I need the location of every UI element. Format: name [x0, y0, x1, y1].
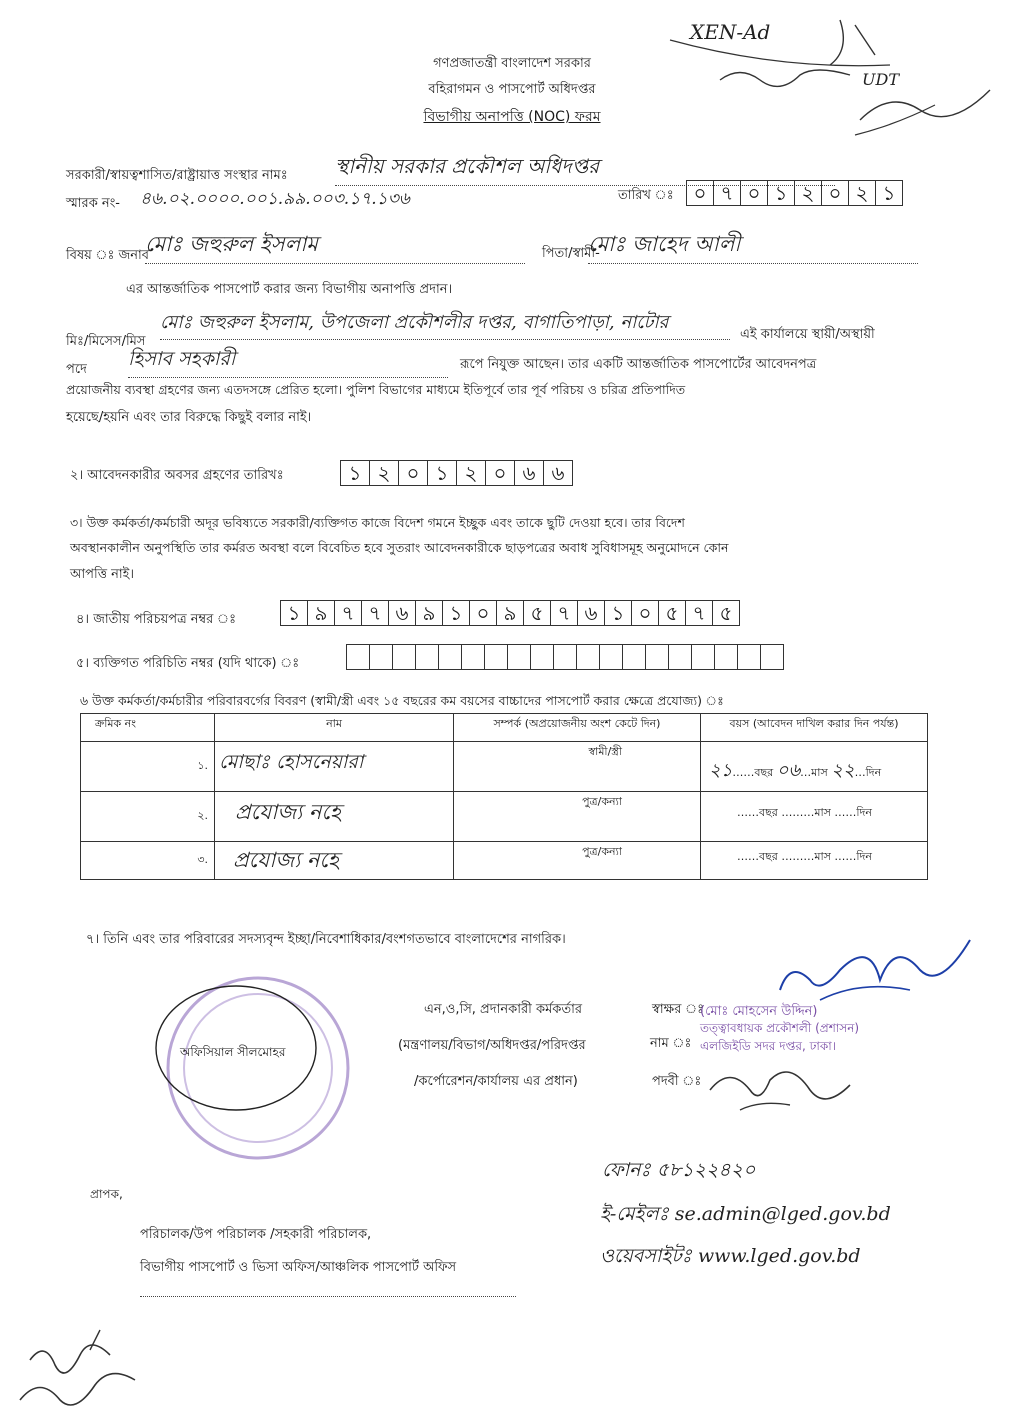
- col-serial: ক্রমিক নং: [81, 714, 215, 742]
- memo-label: স্মারক নং-: [66, 196, 120, 211]
- family-table: [80, 713, 928, 880]
- sign-label: স্বাক্ষর ঃ: [652, 1002, 705, 1017]
- post-label: পদে: [66, 362, 87, 377]
- org-value: স্থানীয় সরকার প্রকৌশল অধিদপ্তর: [335, 152, 835, 186]
- handwritten-scribbles-top: [660, 10, 1000, 150]
- date-digits: ০ ৭ ০ ১ ২ ০ ২ ১: [686, 180, 903, 206]
- name-office: মোঃ জহুরুল ইসলাম, উপজেলা প্রকৌশলীর দপ্তর, বাগাতিপাড়া, নাটোর: [160, 308, 730, 340]
- table-row: ৩. প্রযোজ্য নহে পুত্র/কন্যা ……বছর ………মাস ……দিন: [81, 842, 928, 880]
- post-value: হিসাব সহকারী: [128, 345, 448, 378]
- nid-digits: ১ ৯ ৭ ৭ ৬ ৯ ১ ০ ৯ ৫ ৭ ৬ ১ ০ ৫ ৭ ৫: [280, 600, 740, 626]
- issuer-line1: এন,ও,সি, প্রদানকারী কর্মকর্তার: [424, 1002, 583, 1017]
- stamp-office: এলজিইডি সদর দপ্তর, ঢাকা।: [700, 1039, 837, 1053]
- contact-email: ই-মেইলঃ se.admin@lged.gov.bd: [600, 1203, 891, 1225]
- issuer-post-label: পদবী ঃ: [652, 1074, 702, 1089]
- mr-label: মিঃ/মিসেস/মিস: [66, 334, 146, 349]
- family-label: ৬ উক্ত কর্মকর্তা/কর্মচারীর পরিবারবর্গের বিবরণ (স্বামী/স্ত্রী এবং ১৫ বছরের কম বয়সের বাচ্চাদের পাসপোর্ট করার ক্ষেত্রে প্রযোজ্য) ঃ: [80, 693, 724, 708]
- contact-phone: ফোনঃ ৫৮১২২৪২০: [602, 1159, 756, 1181]
- table-row: ২. প্রযোজ্য নহে পুত্র/কন্যা ……বছর ………মাস ……দিন: [81, 792, 928, 842]
- personal-id-boxes: [346, 644, 784, 670]
- subject-name: মোঃ জহুরুল ইসলাম: [145, 228, 525, 264]
- date-label: তারিখ ঃ: [618, 188, 674, 203]
- memo-value: ৪৬.০২.০০০০.০০১.৯৯.০০৩.১৭.১৩৬: [140, 189, 410, 209]
- recipient-line2: বিভাগীয় পাসপোর্ট ও ভিসা অফিস/আঞ্চলিক পাসপোর্ট অফিস: [140, 1260, 457, 1275]
- table-row: ১. মোছাঃ হোসনেয়ারা স্বামী/স্ত্রী ২১……বছর ০৬…মাস ২২…দিন: [81, 742, 928, 792]
- annotation-xen: XEN-Ad: [690, 20, 771, 44]
- stamp-name: (মোঃ মোহসেন উদ্দিন): [700, 1004, 818, 1019]
- seal-label: অফিসিয়াল সীলমোহর: [180, 1045, 286, 1059]
- retirement-label: ২। আবেদনকারীর অবসর গ্রহণের তারিখঃ: [70, 468, 284, 483]
- col-relation: সম্পর্ক (অপ্রয়োজনীয় অংশ কেটে দিন): [454, 714, 701, 742]
- office-suffix: এই কার্যালয়ে স্থায়ী/অস্থায়ী: [740, 327, 875, 342]
- org-label: সরকারী/স্বায়ত্বশাসিত/রাষ্ট্রায়াত্ত সংস্থার নামঃ: [66, 168, 288, 183]
- stamp-designation: তত্ত্বাবধায়ক প্রকৌশলী (প্রশাসন): [700, 1021, 860, 1035]
- nid-label: ৪। জাতীয় পরিচয়পত্র নম্বর ঃ: [76, 612, 237, 627]
- para1-text2: প্রয়োজনীয় ব্যবস্থা গ্রহণের জন্য এতদসঙ্গে প্রেরিত হলো। পুলিশ বিভাগের মাধ্যমে ইতিপূর্বে তার পূর্ব পরিচয় ও চরিত্র প্রতিপাদিত: [66, 382, 686, 397]
- header-line-2: বহিরাগমন ও পাসপোর্ট অধিদপ্তর: [428, 82, 596, 97]
- col-name: নাম: [215, 714, 454, 742]
- annotation-udt: UDT: [862, 70, 899, 89]
- recipient-blank-line: [140, 1296, 516, 1297]
- citizenship-line: ৭। তিনি এবং তার পরিবারের সদস্যবৃন্দ ইচ্ছা/নিবেশাধিকার/বংশগতভাবে বাংলাদেশের নাগরিক।: [86, 932, 566, 947]
- recipient-label: প্রাপক,: [90, 1187, 123, 1201]
- form-title: বিভাগীয় অনাপত্তি (NOC) ফরম: [423, 109, 601, 125]
- para3-line2: অবস্থানকালীন অনুপস্থিতি তার কর্মরত অবস্থা বলে বিবেচিত হবে সুতরাং আবেদনকারীকে ছাড়পত্রের অবাধ সুবিধাসমূহ অনুমোদনে কোন: [70, 540, 729, 555]
- father-label: পিতা/স্বামী-: [542, 246, 600, 261]
- issuer-name-label: নাম ঃ: [650, 1036, 692, 1051]
- col-age: বয়স (আবেদন দাখিল করার দিন পর্যন্ত): [701, 714, 928, 742]
- subject-label: বিষয় ঃ জনাব: [66, 248, 150, 263]
- para1-text3: হয়েছে/হয়নি এবং তার বিরুদ্ধে কিছুই বলার নাই।: [66, 410, 312, 425]
- personal-id-label: ৫। ব্যক্তিগত পরিচিতি নম্বর (যদি থাকে) ঃ: [76, 656, 300, 671]
- issuer-line2: (মন্ত্রণালয়/বিভাগ/অধিদপ্তর/পরিদপ্তর: [398, 1038, 586, 1053]
- recipient-line1: পরিচালক/উপ পরিচালক /সহকারী পরিচালক,: [140, 1227, 372, 1242]
- contact-website: ওয়েবসাইটঃ www.lged.gov.bd: [600, 1245, 861, 1267]
- para3-line1: ৩। উক্ত কর্মকর্তা/কর্মচারী অদূর ভবিষ্যতে সরকারী/ব্যক্তিগত কাজে বিদেশ গমনে ইচ্ছুক এবং তাকে ছুটি দেওয়া হবে। তার বিদেশ: [70, 515, 685, 530]
- handwritten-mark-bottom: [10, 1320, 150, 1420]
- signature-pencil: [700, 1060, 860, 1120]
- para1-text1: রূপে নিযুক্ত আছেন। তার একটি আন্তর্জাতিক পাসপোর্টের আবেদনপত্র: [460, 357, 817, 372]
- retirement-digits: ১ ২ ০ ১ ২ ০ ৬ ৬: [340, 460, 573, 486]
- para3-line3: আপত্তি নাই।: [70, 567, 135, 582]
- father-name: মোঃ জাহেদ আলী: [588, 228, 918, 264]
- official-seal: [148, 968, 368, 1168]
- signature-blue: [760, 930, 990, 1030]
- issuer-line3: /কর্পোরেশন/কার্যালয় এর প্রধান): [414, 1074, 578, 1089]
- subject-suffix: এর আন্তর্জাতিক পাসপোর্ট করার জন্য বিভাগীয় অনাপত্তি প্রদান।: [126, 282, 453, 297]
- header-line-1: গণপ্রজাতন্ত্রী বাংলাদেশ সরকার: [433, 56, 591, 71]
